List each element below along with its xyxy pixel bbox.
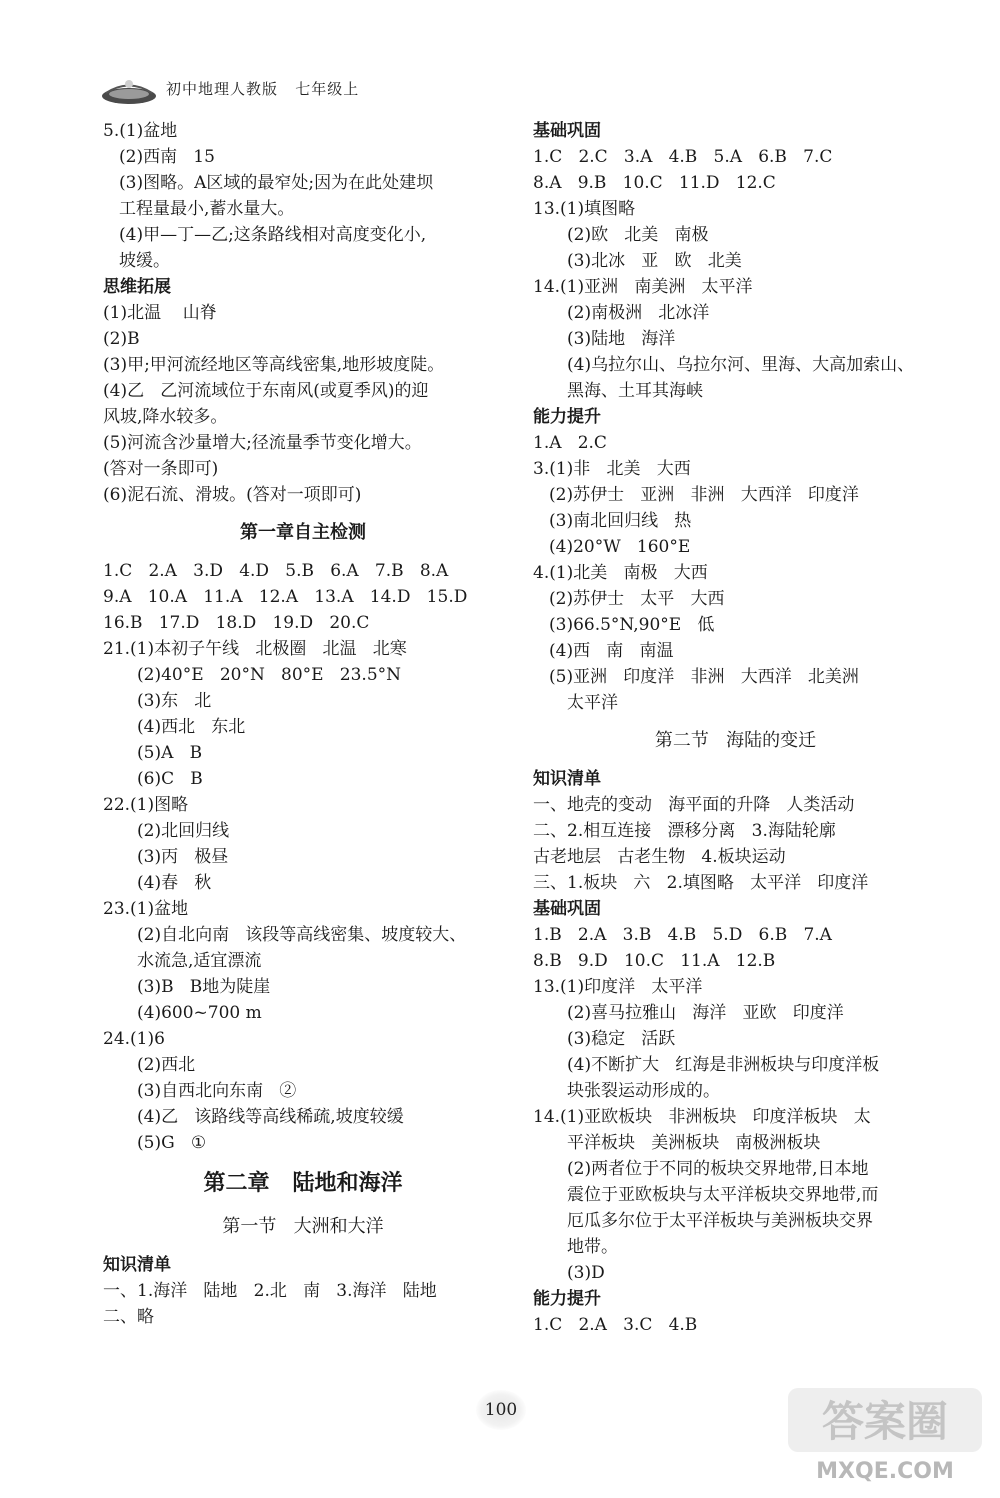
answer-line: (答对一条即可) bbox=[103, 459, 219, 479]
answer-line: 基础巩固 bbox=[533, 121, 601, 141]
answer-line: 块张裂运动形成的。 bbox=[567, 1081, 720, 1101]
answer-line: (5)亚洲 印度洋 非洲 大西洋 北美洲 bbox=[549, 667, 859, 687]
answer-line: 知识清单 bbox=[103, 1255, 171, 1275]
page-number: 100 bbox=[476, 1390, 526, 1430]
answer-line: (3)陆地 海洋 bbox=[567, 329, 676, 349]
answer-line: 4.(1)北美 南极 大西 bbox=[533, 563, 708, 583]
spacer bbox=[103, 1242, 503, 1252]
answer-line: 8.A 9.B 10.C 11.D 12.C bbox=[533, 173, 776, 193]
answer-line: (3)D bbox=[567, 1263, 605, 1283]
spacer bbox=[103, 1156, 503, 1166]
answer-line: (3)东 北 bbox=[137, 691, 212, 711]
answer-line: 3.(1)非 北美 大西 bbox=[533, 459, 691, 479]
answer-line: 5.(1)盆地 bbox=[103, 121, 178, 141]
answer-line: (2)40°E 20°N 80°E 23.5°N bbox=[137, 665, 402, 685]
book-logo-icon bbox=[100, 76, 158, 106]
answer-line: (2)B bbox=[103, 329, 140, 349]
answer-line: 14.(1)亚洲 南美洲 太平洋 bbox=[533, 277, 753, 297]
answer-line: (6)C B bbox=[137, 769, 203, 789]
answer-line: (4)600~700 m bbox=[137, 1003, 262, 1023]
answer-line: 地带。 bbox=[567, 1237, 618, 1257]
answer-line: 第一节 大洲和大洋 bbox=[222, 1216, 384, 1237]
answer-line: 一、地壳的变动 海平面的升降 人类活动 bbox=[533, 795, 855, 815]
answer-line: 1.B 2.A 3.B 4.B 5.D 6.B 7.A bbox=[533, 925, 832, 945]
answer-line: (4)甲—丁—乙;这条路线相对高度变化小, bbox=[119, 225, 427, 245]
answer-line: (4)20°W 160°E bbox=[549, 537, 691, 557]
spacer bbox=[103, 548, 503, 558]
page-header bbox=[100, 70, 360, 110]
answer-line: 平洋板块 美洲板块 南极洲板块 bbox=[567, 1133, 821, 1153]
answer-line: (3)丙 极昼 bbox=[137, 847, 229, 867]
answer-line: (3)北冰 亚 欧 北美 bbox=[567, 251, 742, 271]
answer-line: 23.(1)盆地 bbox=[103, 899, 189, 919]
answer-line: (3)南北回归线 热 bbox=[549, 511, 692, 531]
answer-line: 能力提升 bbox=[533, 1289, 601, 1309]
answer-line: 1.C 2.A 3.C 4.B bbox=[533, 1315, 698, 1335]
watermark-logo bbox=[780, 1380, 990, 1488]
answer-line: 二、略 bbox=[103, 1307, 154, 1327]
answer-line: (3)自西北向东南 ② bbox=[137, 1081, 297, 1101]
answer-line: 厄瓜多尔位于太平洋板块与美洲板块交界 bbox=[567, 1211, 873, 1231]
answer-line: 22.(1)图略 bbox=[103, 795, 189, 815]
answer-line: (1)北温 山脊 bbox=[103, 303, 217, 323]
answer-line: (3)B B地为陡崖 bbox=[137, 977, 271, 997]
answer-line: 13.(1)填图略 bbox=[533, 199, 636, 219]
spacer bbox=[103, 508, 503, 518]
answer-line: 能力提升 bbox=[533, 407, 601, 427]
answer-line: 24.(1)6 bbox=[103, 1029, 165, 1049]
answer-line: 风坡,降水较多。 bbox=[103, 407, 228, 427]
answer-line: (3)稳定 活跃 bbox=[567, 1029, 676, 1049]
answer-line: 1.C 2.C 3.A 4.B 5.A 6.B 7.C bbox=[533, 147, 833, 167]
header-title: 初中地理人教版 七年级上 bbox=[166, 80, 360, 98]
answer-line: 第二章 陆地和海洋 bbox=[203, 1171, 403, 1196]
answer-line: (3)图略。A区域的最窄处;因为在此处建坝 bbox=[119, 173, 434, 193]
answer-line: 二、2.相互连接 漂移分离 3.海陆轮廓 bbox=[533, 821, 836, 841]
answer-line: (2)苏伊士 太平 大西 bbox=[549, 589, 725, 609]
right-column bbox=[533, 118, 938, 1338]
answer-line: 1.A 2.C bbox=[533, 433, 607, 453]
answer-line: (2)欧 北美 南极 bbox=[567, 225, 709, 245]
answer-line: (4)乙 乙河流域位于东南风(或夏季风)的迎 bbox=[103, 381, 429, 401]
answer-line: 古老地层 古老生物 4.板块运动 bbox=[533, 847, 786, 867]
answer-line: (2)自北向南 该段等高线密集、坡度较大、 bbox=[137, 925, 467, 945]
answer-line: (2)南极洲 北冰洋 bbox=[567, 303, 710, 323]
answer-line: 三、1.板块 六 2.填图略 太平洋 印度洋 bbox=[533, 873, 869, 893]
answer-line: (2)苏伊士 亚洲 非洲 大西洋 印度洋 bbox=[549, 485, 859, 505]
answer-line: 21.(1)本初子午线 北极圈 北温 北寒 bbox=[103, 639, 407, 659]
spacer bbox=[533, 756, 938, 766]
answer-line: 9.A 10.A 11.A 12.A 13.A 14.D 15.D bbox=[103, 587, 468, 607]
answer-line: 16.B 17.D 18.D 19.D 20.C bbox=[103, 613, 370, 633]
answer-line: 1.C 2.A 3.D 4.D 5.B 6.A 7.B 8.A bbox=[103, 561, 449, 581]
answer-line: (2)北回归线 bbox=[137, 821, 230, 841]
answer-line: (4)春 秋 bbox=[137, 873, 212, 893]
answer-line: (2)两者位于不同的板块交界地带,日本地 bbox=[567, 1159, 869, 1179]
answer-line: 第一章自主检测 bbox=[240, 522, 366, 543]
answer-line: (2)西北 bbox=[137, 1055, 196, 1075]
answer-line: 坡缓。 bbox=[119, 251, 170, 271]
answer-line: 太平洋 bbox=[567, 693, 618, 713]
answer-line: 基础巩固 bbox=[533, 899, 601, 919]
spacer bbox=[103, 1202, 503, 1212]
answer-line: 一、1.海洋 陆地 2.北 南 3.海洋 陆地 bbox=[103, 1281, 437, 1301]
answer-line: (2)喜马拉雅山 海洋 亚欧 印度洋 bbox=[567, 1003, 844, 1023]
answer-line: 第二节 海陆的变迁 bbox=[654, 730, 817, 751]
answer-line: (6)泥石流、滑坡。(答对一项即可) bbox=[103, 485, 362, 505]
answer-line: (3)66.5°N,90°E 低 bbox=[549, 615, 715, 635]
answer-line: (5)A B bbox=[137, 743, 203, 763]
answer-line: 黑海、土耳其海峡 bbox=[567, 381, 703, 401]
left-column bbox=[103, 118, 503, 1330]
answer-line: (2)西南 15 bbox=[119, 147, 215, 167]
answer-line: (4)不断扩大 红海是非洲板块与印度洋板 bbox=[567, 1055, 880, 1075]
answer-line: 13.(1)印度洋 太平洋 bbox=[533, 977, 703, 997]
answer-line: (4)西 南 南温 bbox=[549, 641, 674, 661]
answer-line: 震位于亚欧板块与太平洋板块交界地带,而 bbox=[567, 1185, 879, 1205]
answer-line: (4)西北 东北 bbox=[137, 717, 246, 737]
answer-line: (3)甲;甲河流经地区等高线密集,地形坡度陡。 bbox=[103, 355, 445, 375]
spacer bbox=[533, 716, 938, 726]
answer-line: 8.B 9.D 10.C 11.A 12.B bbox=[533, 951, 776, 971]
answer-line: (5)河流含沙量增大;径流量季节变化增大。 bbox=[103, 433, 422, 453]
answer-line: 知识清单 bbox=[533, 769, 601, 789]
answer-line: (4)乌拉尔山、乌拉尔河、里海、大高加索山、 bbox=[567, 355, 915, 375]
watermark-url: MXQE.COM bbox=[816, 1459, 954, 1484]
answer-line: 水流急,适宜漂流 bbox=[137, 951, 262, 971]
answer-line: 工程量最小,蓄水量大。 bbox=[119, 199, 295, 219]
answer-line: 思维拓展 bbox=[103, 277, 171, 297]
answer-line: (5)G ① bbox=[137, 1133, 207, 1153]
answer-line: 14.(1)亚欧板块 非洲板块 印度洋板块 太 bbox=[533, 1107, 871, 1127]
watermark-text: 答案圈 bbox=[821, 1397, 949, 1446]
answer-line: (4)乙 该路线等高线稀疏,坡度较缓 bbox=[137, 1107, 404, 1127]
